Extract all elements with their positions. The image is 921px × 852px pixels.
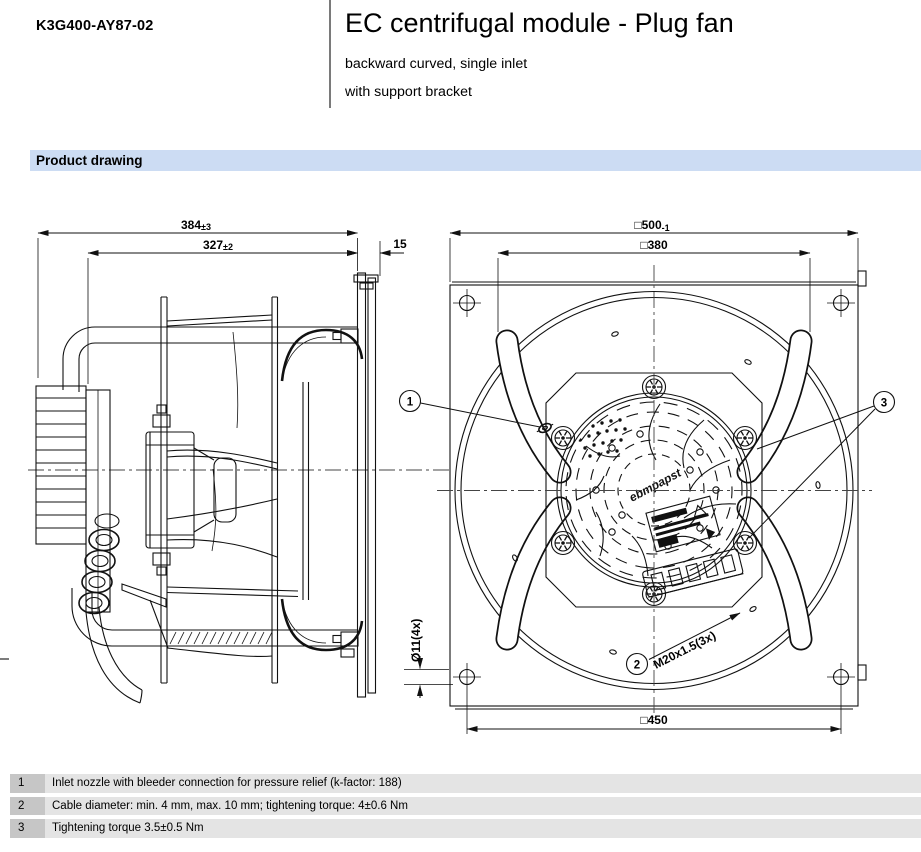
table-row: [10, 797, 921, 816]
dimension-plate-size-tol: -1: [661, 223, 670, 233]
dimension-plate-size-value: □500: [634, 218, 662, 232]
dimension-hole-spacing: □450: [640, 713, 668, 727]
motor-body-side: [146, 405, 236, 575]
corner-hole: [453, 289, 481, 317]
page-title: EC centrifugal module - Plug fan: [345, 8, 734, 38]
callout-1: 1: [406, 396, 414, 409]
corner-hole: [453, 663, 481, 691]
dimension-gland-thread: M20x1.5(3x): [651, 628, 718, 672]
dimension-overall-depth: [181, 218, 211, 232]
inlet-nozzle-top: [282, 330, 362, 381]
table-row: [10, 774, 921, 793]
page-subtitle-2: with support bracket: [345, 84, 472, 100]
side-view-dimensions: [38, 218, 407, 384]
motor-heatsink: [36, 386, 110, 612]
rivet-marks: [512, 331, 821, 655]
note-number: 1: [10, 774, 45, 793]
callout-3: 3: [880, 397, 888, 410]
torx-screw: [734, 532, 757, 555]
dimension-bracket-square: □380: [640, 238, 668, 252]
side-view: [0, 218, 450, 703]
callout-2: 2: [633, 659, 641, 672]
torx-screw: [734, 427, 757, 450]
impeller: [161, 297, 362, 683]
note-text: Cable diameter: min. 4 mm, max. 10 mm; tightening torque: 4±0.6 Nm: [45, 797, 921, 816]
torx-screw: [552, 427, 575, 450]
corner-hole: [827, 663, 855, 691]
inlet-nozzle-bottom: [282, 599, 362, 650]
product-model-number: K3G400-AY87-02: [36, 18, 154, 34]
dimension-impeller-depth: [203, 238, 233, 252]
cable-glands-side: [79, 514, 168, 648]
power-cable: [86, 607, 142, 703]
wall-plate: [333, 273, 378, 697]
brand-logo-text: ebmpapst: [626, 465, 684, 505]
table-row: [10, 819, 921, 838]
terminal-box: [642, 548, 743, 597]
dimension-plate-thickness: 15: [393, 237, 407, 251]
corner-hole: [827, 289, 855, 317]
dimension-overall-depth-tol: ±3: [201, 222, 211, 232]
section-header-label: Product drawing: [36, 153, 143, 168]
product-drawing-canvas: [0, 200, 921, 760]
dimension-impeller-depth-tol: ±2: [223, 242, 233, 252]
page-subtitle-1: backward curved, single inlet: [345, 56, 528, 72]
dimension-overall-depth-value: 384: [181, 218, 202, 232]
callouts: [400, 391, 895, 675]
dimension-hole-diameter: Ø11(4x): [409, 618, 423, 662]
front-view: [400, 218, 895, 734]
note-text: Inlet nozzle with bleeder connection for pressure relief (k-factor: 188): [45, 774, 921, 793]
torx-screw: [552, 532, 575, 555]
note-number: 3: [10, 819, 45, 838]
dimension-impeller-depth-value: 327: [203, 238, 224, 252]
front-view-dimensions: [404, 218, 858, 734]
note-number: 2: [10, 797, 45, 816]
note-text: Tightening torque 3.5±0.5 Nm: [45, 819, 921, 838]
header-divider: [329, 0, 331, 108]
section-header-bar: [30, 150, 921, 171]
dimension-plate-size: [634, 218, 669, 233]
